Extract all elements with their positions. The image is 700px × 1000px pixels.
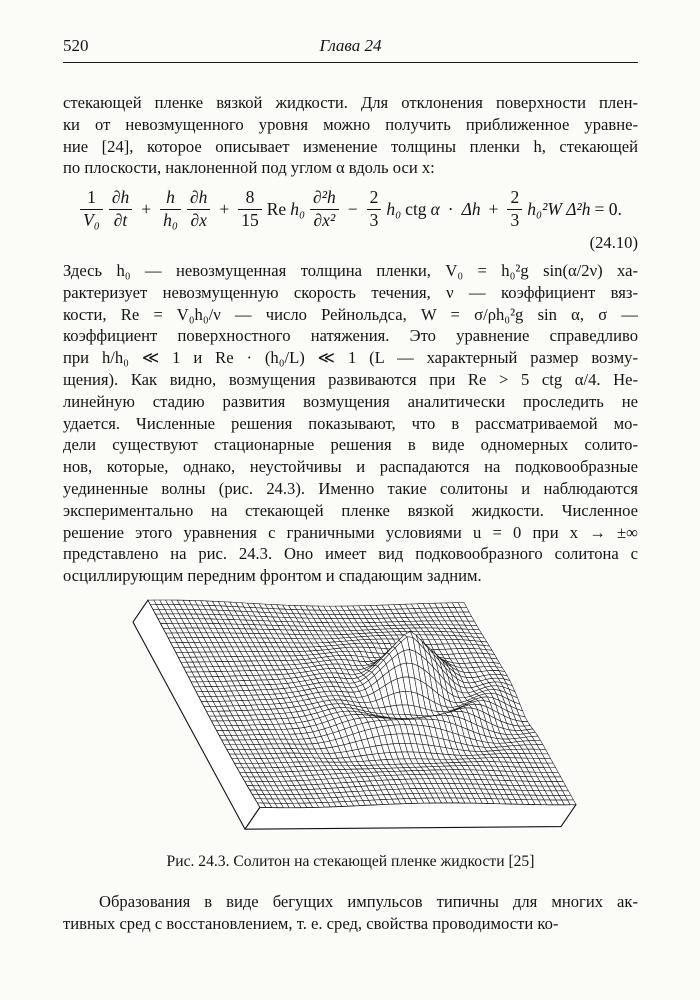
figure-region [95, 588, 615, 853]
text-line: рактеризует невозмущенную скорость течения, ν — коэффициент вяз- [63, 282, 638, 302]
text-line: щения). Как видно, возмущения развиваются при Re > 5 ctg α/4. Не- [63, 369, 638, 389]
paragraph-3 [63, 891, 638, 935]
equation-block [63, 184, 638, 254]
text-line: стекающей пленке вязкой жидкости. Для отклонения поверхности плен- [63, 93, 638, 112]
page-number: 520 [63, 36, 89, 55]
text-line: линейную стадию развития возмущения аналитически проследить не [63, 391, 638, 411]
text-line: нов, которые, однако, неустойчивы и распадаются на подковообразные [63, 457, 638, 477]
soliton-figure-canvas [95, 588, 615, 853]
text-line: по плоскости, наклоненной под углом α вдоль оси x: [63, 158, 435, 178]
paragraph-1 [63, 92, 638, 179]
text-line: ки от невозмущенного уровня можно получить приближенное уравне- [63, 114, 638, 134]
text-line: при h/h₀ ≪ 1 и Re · (h₀/L) ≪ 1 (L — характерный размер возму- [63, 348, 638, 368]
text-line: уединенные волны (рис. 24.3). Именно такие солитоны и наблюдаются [63, 478, 638, 498]
text-line: осциллирующим передним фронтом и спадающим задним. [63, 566, 482, 586]
text-line: удается. Численные решения показывают, что в рассматриваемой мо- [63, 413, 638, 433]
text-line: решение этого уравнения с граничными условиями u = 0 при x → ±∞ [63, 522, 638, 542]
text-line: ние [24], которое описывает изменение толщины пленки h, стекающей [63, 136, 638, 156]
chapter-title: Глава 24 [319, 36, 382, 55]
text-line: кости, Re = V₀h₀/ν — число Рейнольдса, W = σ/ρh₀²g sin α, σ — [63, 304, 638, 324]
equation-number: (24.10) [589, 233, 638, 252]
text-line: представлено на рис. 24.3. Оно имеет вид подковообразного солитона с [63, 544, 638, 564]
equation-line: $\frac{1}{\text{V₀}}$ $\frac{\partial h}{\partial t}$ + $\frac{h}{\text{h₀}}$ $\frac{\partial h}{\partial x}$ + $\frac{8}{15}$ Re h₀ $\frac{\text{∂²h}}{\text{∂x²}}$ − $\frac{2}{3}$ h₀ ctg α · Δh + $\frac{2}{3}$ h₀²W Δ²h = 0. [63, 184, 638, 230]
text-line: дели существуют стационарные решения в виде одномерных солито- [63, 435, 638, 455]
paragraph-2 [63, 260, 638, 587]
text-line: тивных сред с восстановлением, т. е. сред, свойства проводимости ко- [63, 913, 559, 933]
text-line: Здесь h₀ — невозмущенная толщина пленки, V₀ = h₀²g sin(α/2ν) ха- [63, 261, 638, 280]
text-line: коэффициент поверхностного натяжения. Это уравнение справедливо [63, 326, 638, 346]
page-header [63, 36, 638, 63]
figure-caption: Рис. 24.3. Солитон на стекающей пленке жидкости [25] [166, 853, 535, 870]
text-line: экспериментально на стекающей пленке вязкой жидкости. Численное [63, 500, 638, 520]
text-line: Образования в виде бегущих импульсов типичны для многих ак- [99, 892, 638, 911]
